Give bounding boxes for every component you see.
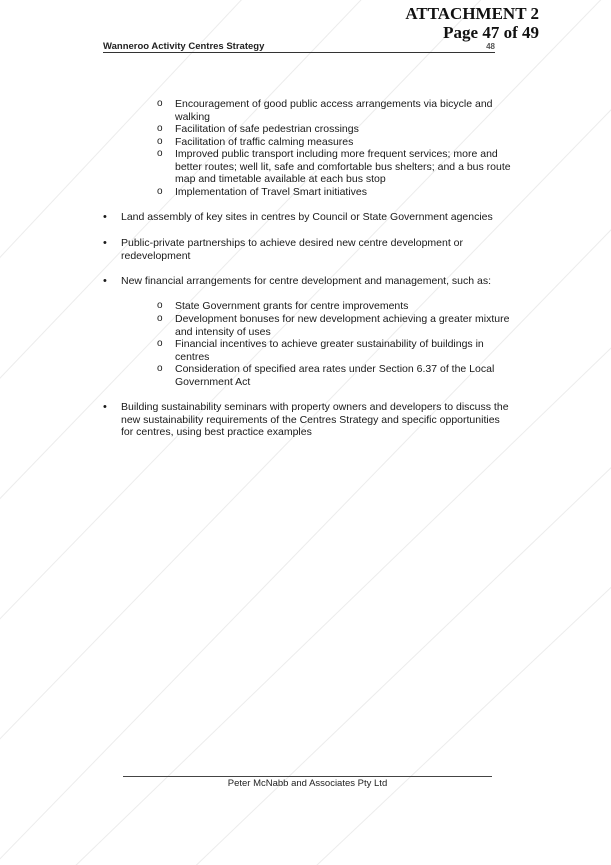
- bullet-text: New financial arrangements for centre development and management, such as:: [121, 275, 492, 287]
- sub-bullet-text: Development bonuses for new development achieving a greater mixture and intensity of uses: [175, 313, 510, 338]
- page-header: [103, 41, 495, 53]
- attachment-label: ATTACHMENT 2: [405, 4, 539, 23]
- header-page-number: 48: [486, 42, 495, 51]
- sub-bullet-marker: o: [157, 338, 163, 349]
- sub-bullet-marker: o: [157, 136, 163, 147]
- sub-bullet-text: Implementation of Travel Smart initiatives: [175, 186, 367, 198]
- sub-bullet-marker: o: [157, 186, 163, 197]
- sub-bullet-marker: o: [157, 98, 163, 109]
- page-footer: Peter McNabb and Associates Pty Ltd: [227, 778, 388, 789]
- sub-bullet-text: Encouragement of good public access arrangements via bicycle and walking: [175, 98, 493, 123]
- footer-divider: [123, 776, 492, 777]
- sub-bullet-text: Facilitation of traffic calming measures: [175, 136, 354, 148]
- bullet-marker: •: [103, 237, 107, 249]
- sub-bullet-marker: o: [157, 363, 163, 374]
- bullet-text: Land assembly of key sites in centres by Council or State Government agencies: [121, 211, 493, 223]
- bullet-marker: •: [103, 211, 107, 223]
- attachment-page-count: Page 47 of 49: [443, 23, 539, 42]
- sub-bullet-marker: o: [157, 123, 163, 134]
- bullet-text: Public-private partnerships to achieve desired new centre development or redevelopment: [121, 237, 464, 262]
- document-title: Wanneroo Activity Centres Strategy: [103, 41, 265, 52]
- bullet-text: Building sustainability seminars with property owners and developers to discuss the new sustainability requirements of the Centres Strategy and specific opportunities for centres, using best practice examples: [121, 401, 509, 439]
- sub-bullet-marker: o: [157, 148, 163, 159]
- sub-bullet-text: Improved public transport including more frequent services; more and better routes; well lit, safe and comfortable bus shelters; and a bus route map and timetable available at each bus stop: [175, 148, 511, 186]
- attachment-stamp: [405, 4, 539, 42]
- bullet-marker: •: [103, 401, 107, 413]
- sub-bullet-text: Facilitation of safe pedestrian crossings: [175, 123, 359, 135]
- bullet-marker: •: [103, 275, 107, 287]
- sub-bullet-text: State Government grants for centre improvements: [175, 300, 409, 312]
- sub-bullet-text: Consideration of specified area rates under Section 6.37 of the Local Government Act: [175, 363, 495, 388]
- sub-bullet-marker: o: [157, 300, 163, 311]
- sub-bullet-text: Financial incentives to achieve greater sustainability of buildings in centres: [175, 338, 484, 363]
- sub-bullet-marker: o: [157, 313, 163, 324]
